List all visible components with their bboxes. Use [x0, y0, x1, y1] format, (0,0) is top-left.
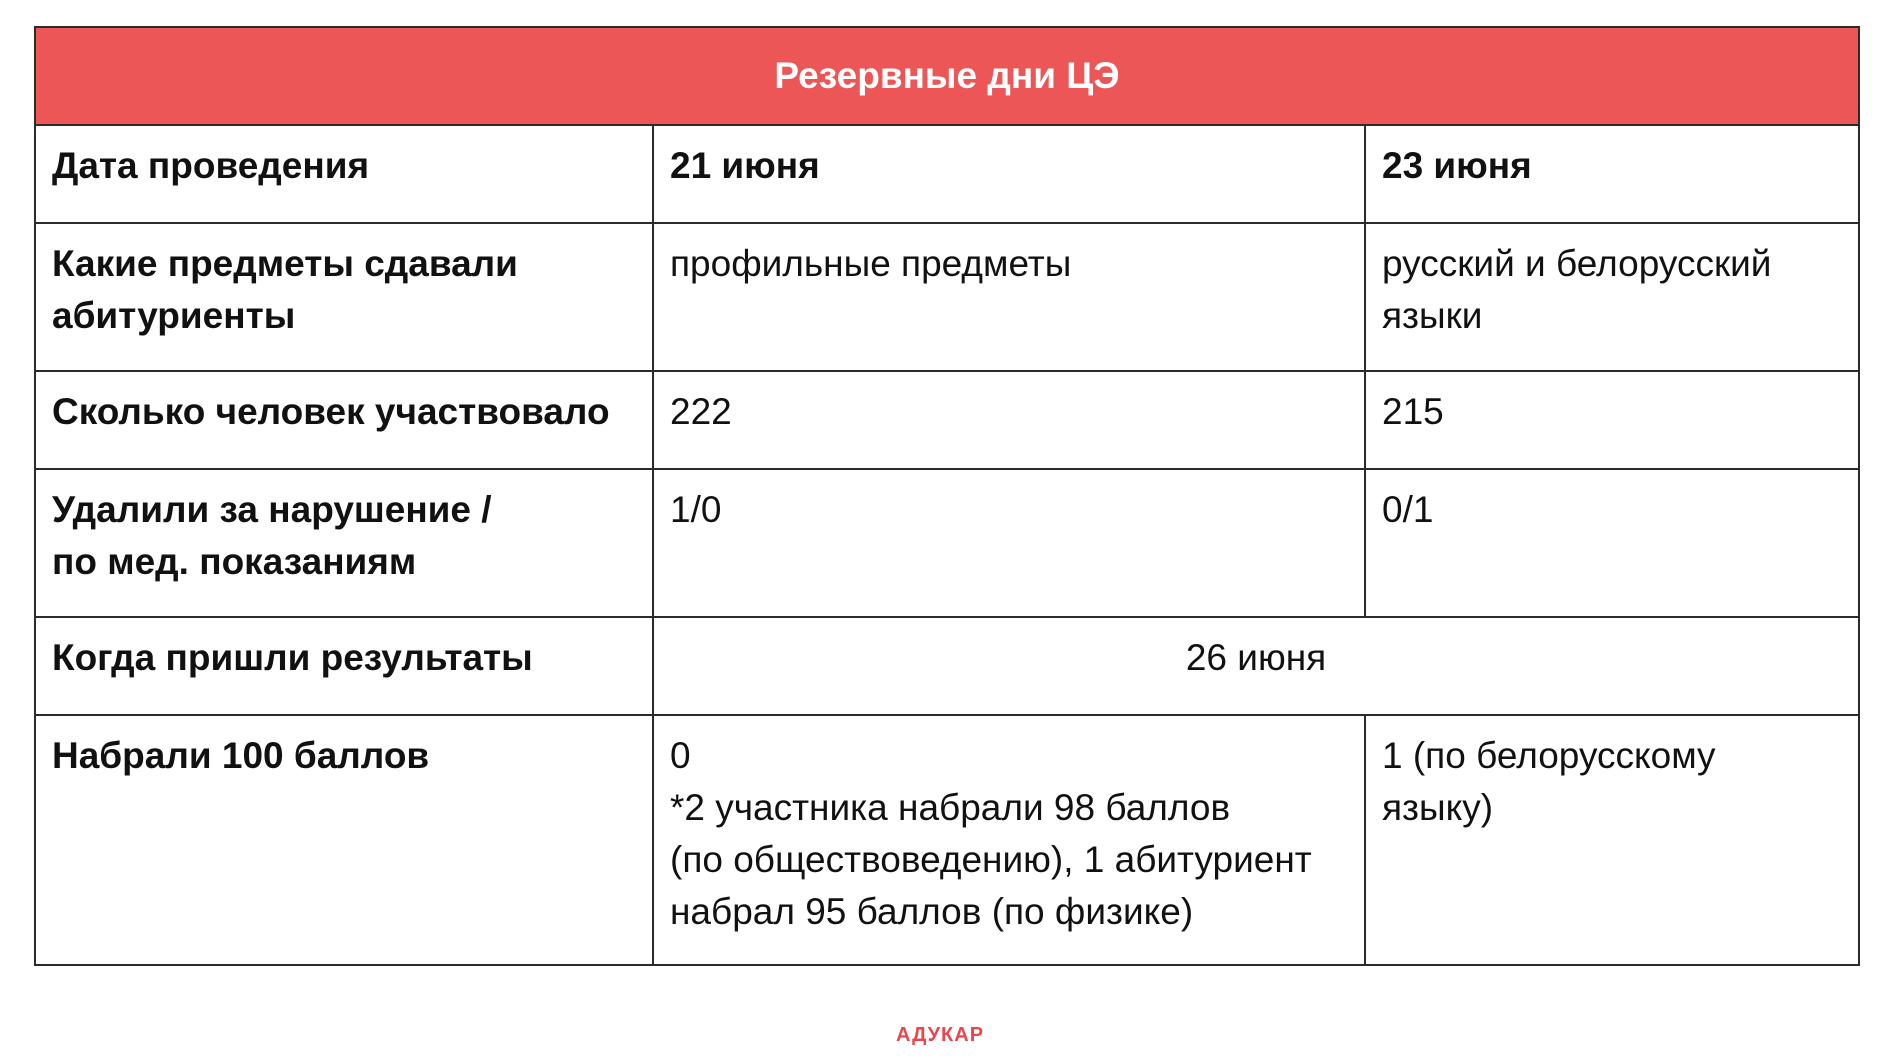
row-label-results-text: Когда пришли результаты [52, 637, 533, 678]
subjects-cell-1-text: профильные предметы [670, 243, 1072, 284]
date-column-1 [653, 125, 1365, 223]
reserve-days-table [34, 26, 1860, 966]
removed-cell-2 [1365, 469, 1859, 617]
table-title: Резервные дни ЦЭ [35, 27, 1859, 125]
row-label-hundred-text: Набрали 100 баллов [52, 735, 430, 776]
row-label-removed-line2: по мед. показаниям [52, 541, 417, 582]
removed-cell-1-text: 1/0 [670, 489, 722, 530]
brand-logo: АДУКАР [895, 1024, 985, 1046]
subjects-cell-1 [653, 223, 1365, 371]
table-row-results [35, 617, 1859, 715]
row-label-participants-text: Сколько человек участвовало [52, 391, 610, 432]
hundred-cell-1 [653, 715, 1365, 965]
row-label-hundred [35, 715, 653, 965]
row-label-removed-line1: Удалили за нарушение / [52, 489, 492, 530]
table-row-date [35, 125, 1859, 223]
date-1-text: 21 июня [670, 145, 820, 186]
row-label-results [35, 617, 653, 715]
table-title-row [35, 27, 1859, 125]
hundred-cell-2-line2: языку) [1382, 787, 1494, 828]
row-label-subjects [35, 223, 653, 371]
date-2-text: 23 июня [1382, 145, 1532, 186]
results-merged-cell [653, 617, 1859, 715]
participants-cell-2 [1365, 371, 1859, 469]
subjects-cell-2 [1365, 223, 1859, 371]
hundred-cell-2-line1: 1 (по белорусскому [1382, 735, 1716, 776]
participants-cell-2-text: 215 [1382, 391, 1444, 432]
row-label-subjects-line2: абитуриенты [52, 295, 296, 336]
removed-cell-2-text: 0/1 [1382, 489, 1434, 530]
participants-cell-1 [653, 371, 1365, 469]
table-row-participants [35, 371, 1859, 469]
subjects-cell-2-line1: русский и белорусский [1382, 243, 1772, 284]
row-label-date-text: Дата проведения [52, 145, 370, 186]
row-label-subjects-line1: Какие предметы сдавали [52, 243, 518, 284]
table-row-removed [35, 469, 1859, 617]
hundred-cell-2 [1365, 715, 1859, 965]
participants-cell-1-text: 222 [670, 391, 732, 432]
row-label-removed [35, 469, 653, 617]
row-label-date [35, 125, 653, 223]
hundred-cell-1-line1: 0 [670, 735, 691, 776]
removed-cell-1 [653, 469, 1365, 617]
hundred-cell-1-line3: (по обществоведению), 1 абитуриент [670, 839, 1312, 880]
results-table-container [34, 26, 1858, 966]
row-label-participants [35, 371, 653, 469]
results-merged-text: 26 июня [1185, 637, 1327, 678]
subjects-cell-2-line2: языки [1382, 295, 1483, 336]
hundred-cell-1-line4: набрал 95 баллов (по физике) [670, 891, 1194, 932]
date-column-2 [1365, 125, 1859, 223]
hundred-cell-1-line2: *2 участника набрали 98 баллов [670, 787, 1231, 828]
table-row-subjects [35, 223, 1859, 371]
table-row-hundred [35, 715, 1859, 965]
